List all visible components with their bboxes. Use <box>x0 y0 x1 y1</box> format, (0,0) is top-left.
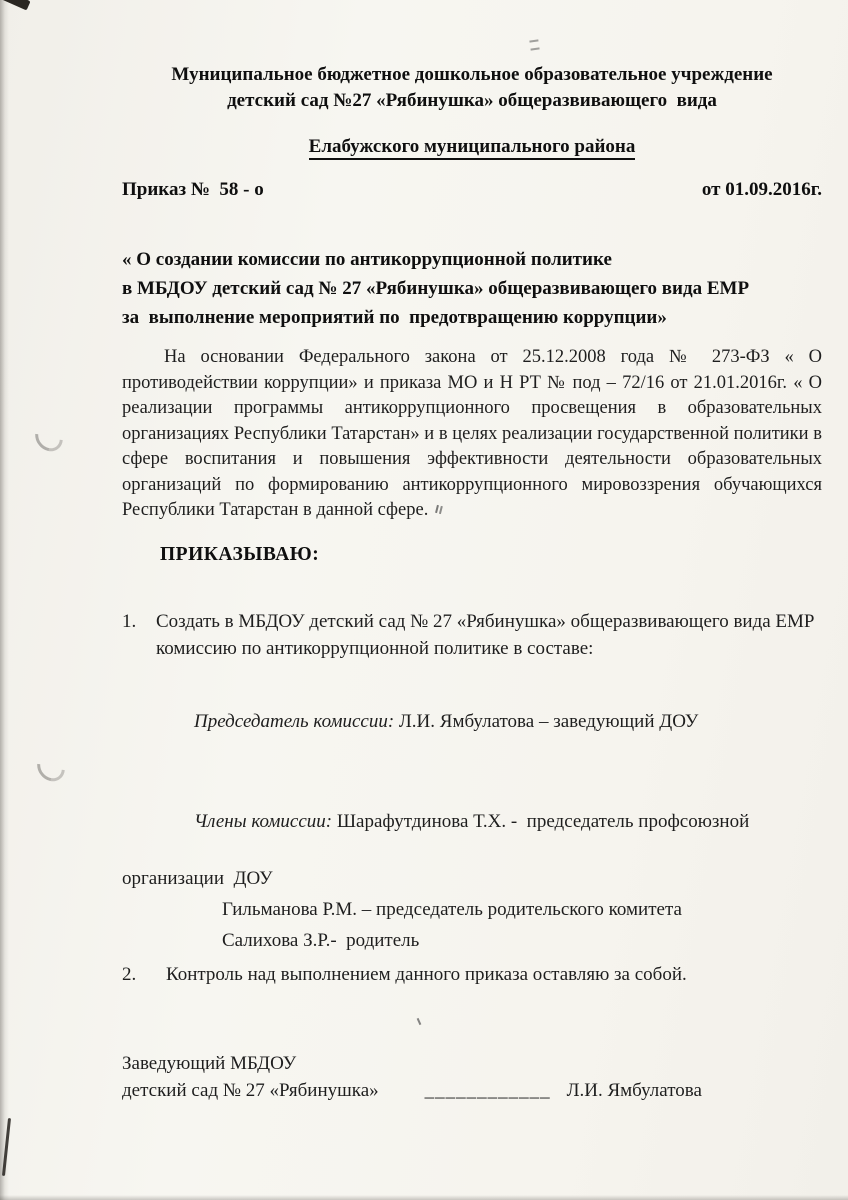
subject-line3: за выполнение мероприятий по предотвращению коррупции» <box>122 307 667 328</box>
document-content <box>122 62 822 1104</box>
list-item <box>122 961 822 988</box>
chair-label: Председатель комиссии: <box>194 710 395 732</box>
item-text: Создать в МБДОУ детский сад № 27 «Рябинушка» общеразвивающего вида ЕМР комиссию по антикоррупционной политике в составе: <box>156 610 815 659</box>
scan-artifact-arc <box>32 747 71 787</box>
signature-title-line1: Заведующий МБДОУ <box>122 1052 297 1074</box>
organization-name-line2: детский сад №27 «Рябинушка» общеразвивающего вида <box>227 90 717 111</box>
item-number: 1. <box>122 610 137 632</box>
preamble-paragraph: На основании Федерального закона от 25.12.2008 года № 273-ФЗ « О противодействии коррупции» и приказа МО и Н РТ № под – 72/16 от 21.01.2016г. « О реализации программы антикоррупционного просвещения в образовательных организациях Республики Татарстан» и в целях реализации государственной политики в сфере воспитания и повышения эффективности деятельности образовательных организаций по формированию антикоррупционного мировоззрения обучающихся Республики Татарстан в данной сфере. <box>122 347 822 520</box>
order-number: Приказ № 58 - о <box>122 179 264 200</box>
order-subject <box>122 245 822 332</box>
organization-name-line1: Муниципальное бюджетное дошкольное образовательное учреждение <box>171 64 773 85</box>
district-name: Елабужского муниципального района <box>309 136 636 160</box>
organization-header <box>122 62 822 114</box>
scan-edge-shadow-left <box>0 0 9 1200</box>
commission-member3: Салихова З.Р.- родитель <box>222 929 420 951</box>
district-line <box>122 134 822 160</box>
item-text: Контроль над выполнением данного приказа оставляю за собой. <box>166 963 687 985</box>
signature-title-line2: детский сад № 27 «Рябинушка» <box>122 1079 379 1101</box>
signature-name: Л.И. Ямбулатова <box>566 1079 702 1101</box>
members-value: Шарафутдинова Т.Х. - председатель профсоюзной <box>332 810 750 832</box>
signature-row <box>122 1077 822 1104</box>
commission-chair-line <box>156 681 822 762</box>
item-number: 2. <box>122 963 137 985</box>
members-label: Члены комиссии: <box>194 810 333 832</box>
resolve-word: ПРИКАЗЫВАЮ: <box>160 543 320 565</box>
scan-edge-shadow-bottom <box>0 1195 848 1200</box>
subject-line1: « О создании комиссии по антикоррупционной политике <box>122 249 612 270</box>
order-items <box>122 608 822 988</box>
scan-artifact-mark <box>529 39 539 50</box>
signature-block <box>122 1050 822 1104</box>
commission-members-line2: организации ДОУ <box>122 867 273 889</box>
subject-line2: в МБДОУ детский сад № 27 «Рябинушка» общеразвивающего вида ЕМР <box>122 278 750 299</box>
order-header-row <box>122 177 822 203</box>
commission-members-line <box>156 781 822 862</box>
chair-value: Л.И. Ямбулатова – заведующий ДОУ <box>394 710 699 732</box>
list-item <box>122 608 822 662</box>
signature-line: ____________ <box>424 1079 551 1101</box>
scan-artifact-arc <box>30 417 69 457</box>
commission-member2: Гильманова Р.М. – председатель родительского комитета <box>222 898 682 920</box>
order-date: от 01.09.2016г. <box>701 179 822 200</box>
